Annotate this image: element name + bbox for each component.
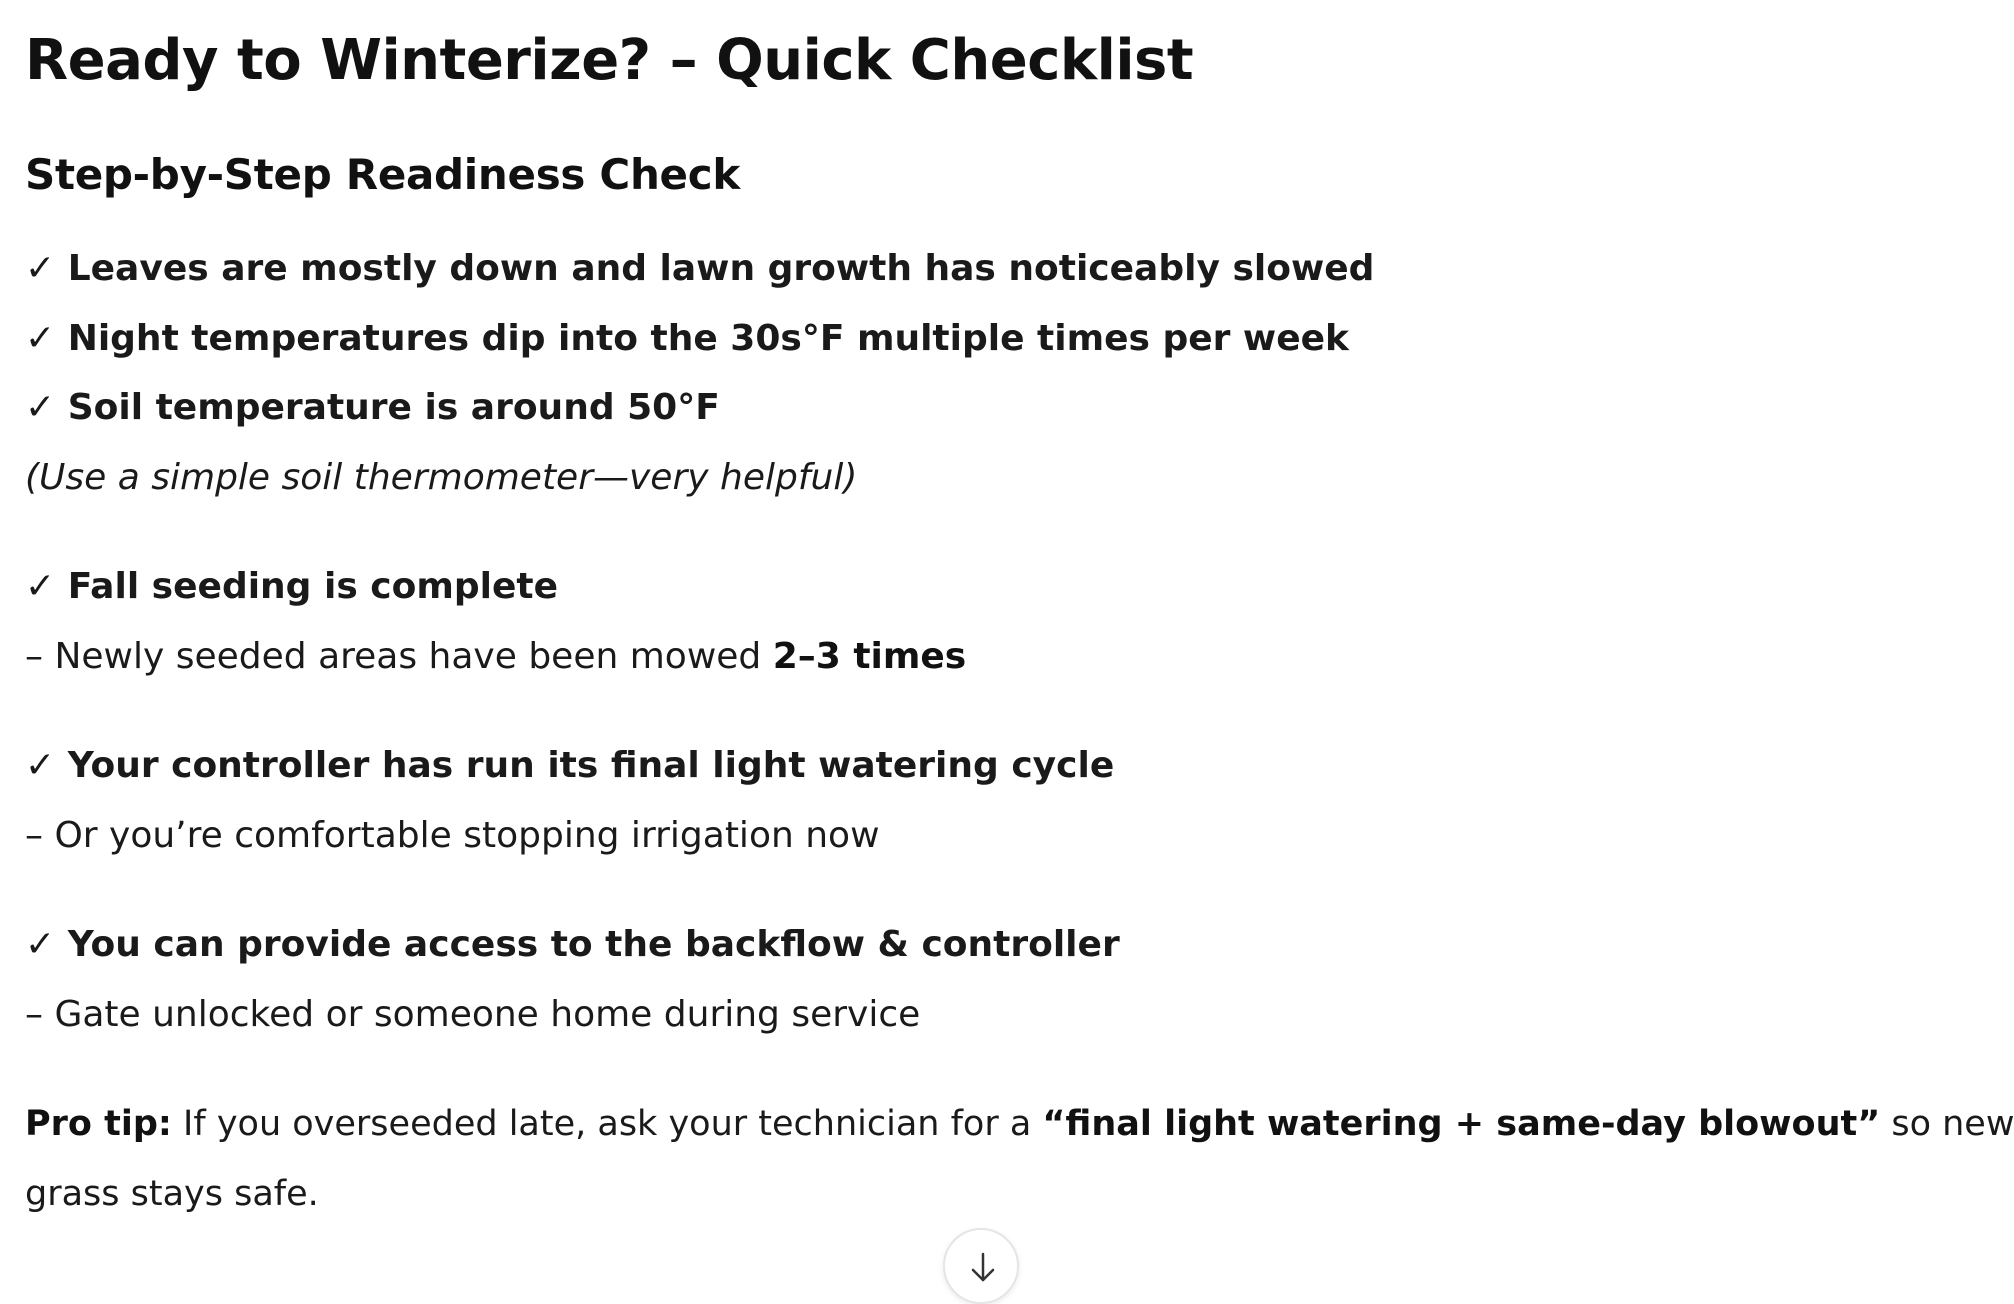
- pro-tip-label: Pro tip:: [25, 1104, 172, 1144]
- checklist-item-access: ✓ You can provide access to the backflow & controller: [25, 924, 1120, 965]
- checklist-subitem-mowed: [25, 635, 966, 679]
- checklist-item-soil-temp: ✓ Soil temperature is around 50°F: [25, 387, 720, 428]
- checklist-item-fall-seeding: ✓ Fall seeding is complete: [25, 566, 559, 607]
- checklist-item-leaves: ✓ Leaves are mostly down and lawn growth has noticeably slowed: [25, 248, 1375, 289]
- arrow-down-icon: [965, 1250, 1001, 1286]
- pro-tip-text-end: so new: [1880, 1104, 2014, 1144]
- page-title: Ready to Winterize? – Quick Checklist: [25, 28, 1194, 93]
- checklist-item-night-temps: ✓ Night temperatures dip into the 30s°F multiple times per week: [25, 318, 1349, 359]
- pro-tip-quote: “final light watering + same-day blowout”: [1042, 1104, 1881, 1144]
- section-heading: Step-by-Step Readiness Check: [25, 150, 740, 199]
- checklist-note-thermometer: (Use a simple soil thermometer—very helpful): [25, 457, 858, 498]
- subitem-text: – Newly seeded areas have been mowed: [25, 636, 773, 677]
- pro-tip-text: If you overseeded late, ask your technician for a: [171, 1104, 1043, 1144]
- pro-tip: [25, 1102, 2014, 1146]
- subitem-bold-count: 2–3 times: [772, 636, 967, 677]
- scroll-to-bottom-button[interactable]: [943, 1228, 1019, 1304]
- checklist-subitem-gate: – Gate unlocked or someone home during service: [25, 994, 921, 1035]
- checklist-item-controller: ✓ Your controller has run its final light watering cycle: [25, 745, 1115, 786]
- pro-tip-continued: grass stays safe.: [25, 1174, 319, 1214]
- checklist-subitem-stop-irrigation: – Or you’re comfortable stopping irrigation now: [25, 815, 880, 856]
